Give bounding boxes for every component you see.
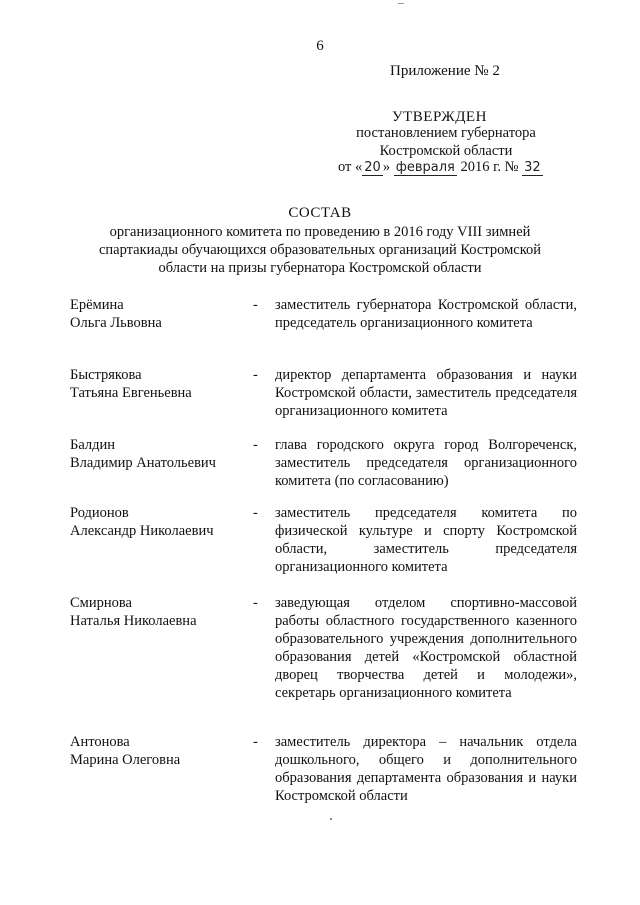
- date-prefix: от «: [338, 159, 363, 175]
- member-name: [70, 366, 240, 402]
- approved-region-line: Костромской области: [379, 143, 513, 159]
- member-role: глава городского округа город Волгореченск, заместитель председателя организационного комитета (по согласованию): [275, 437, 577, 489]
- dash: -: [253, 505, 258, 521]
- date-mid: »: [382, 159, 391, 175]
- approved-title: УТВЕРЖДЕН: [392, 109, 487, 125]
- dash: -: [253, 595, 258, 611]
- member-name: [70, 296, 240, 332]
- member-surname: Балдин: [70, 437, 116, 453]
- member-given-name: Александр Николаевич: [70, 523, 214, 539]
- dash: -: [253, 367, 258, 383]
- dash: -: [253, 734, 258, 750]
- member-role: заместитель председателя комитета по физической культуре и спорту Костромской области, заместитель председателя организационного комитета: [275, 505, 577, 575]
- document-title: СОСТАВ: [288, 205, 352, 221]
- member-given-name: Марина Олеговна: [70, 752, 181, 768]
- member-surname: Ерёмина: [70, 297, 124, 313]
- date-month: февраля: [395, 160, 455, 175]
- member-given-name: Наталья Николаевна: [70, 613, 197, 629]
- member-name: [70, 733, 240, 769]
- appendix-label: Приложение № 2: [390, 63, 500, 79]
- document-subtitle: организационного комитета по проведению в 2016 году VIII зимней спартакиады обучающихся образовательных организаций Костромской области на призы губернатора Костромской области: [98, 224, 542, 276]
- decree-number: 32: [524, 160, 541, 175]
- date-year: 2016 г. №: [460, 159, 519, 175]
- approved-by-line: постановлением губернатора: [356, 125, 536, 141]
- member-given-name: Владимир Анатольевич: [70, 455, 216, 471]
- member-name: [70, 436, 240, 472]
- member-role: заместитель губернатора Костромской области, председатель организационного комитета: [275, 297, 577, 331]
- member-role: директор департамента образования и науки Костромской области, заместитель председателя организационного комитета: [275, 367, 577, 419]
- page-number: 6: [316, 38, 324, 54]
- member-name: [70, 504, 240, 540]
- dash: -: [253, 437, 258, 453]
- member-given-name: Татьяна Евгеньевна: [70, 385, 192, 401]
- member-given-name: Ольга Львовна: [70, 315, 162, 331]
- member-surname: Смирнова: [70, 595, 132, 611]
- scan-artifact: [398, 0, 404, 4]
- member-name: [70, 594, 240, 630]
- member-surname: Родионов: [70, 505, 129, 521]
- member-role: заместитель директора – начальник отдела дошкольного, общего и дополнительного образования департамента образования и науки Костромской области: [275, 734, 577, 804]
- member-surname: Антонова: [70, 734, 130, 750]
- approval-date-line: [338, 159, 543, 176]
- member-surname: Быстрякова: [70, 367, 142, 383]
- date-day: 20: [364, 160, 381, 175]
- dash: -: [253, 297, 258, 313]
- member-role: заведующая отделом спортивно-массовой работы областного государственного казенного образовательного учреждения дополнительного образования детей «Костромской областной дворец творчества детей и молодежи», секретарь организационного комитета: [275, 595, 577, 701]
- scan-dot: [330, 818, 332, 820]
